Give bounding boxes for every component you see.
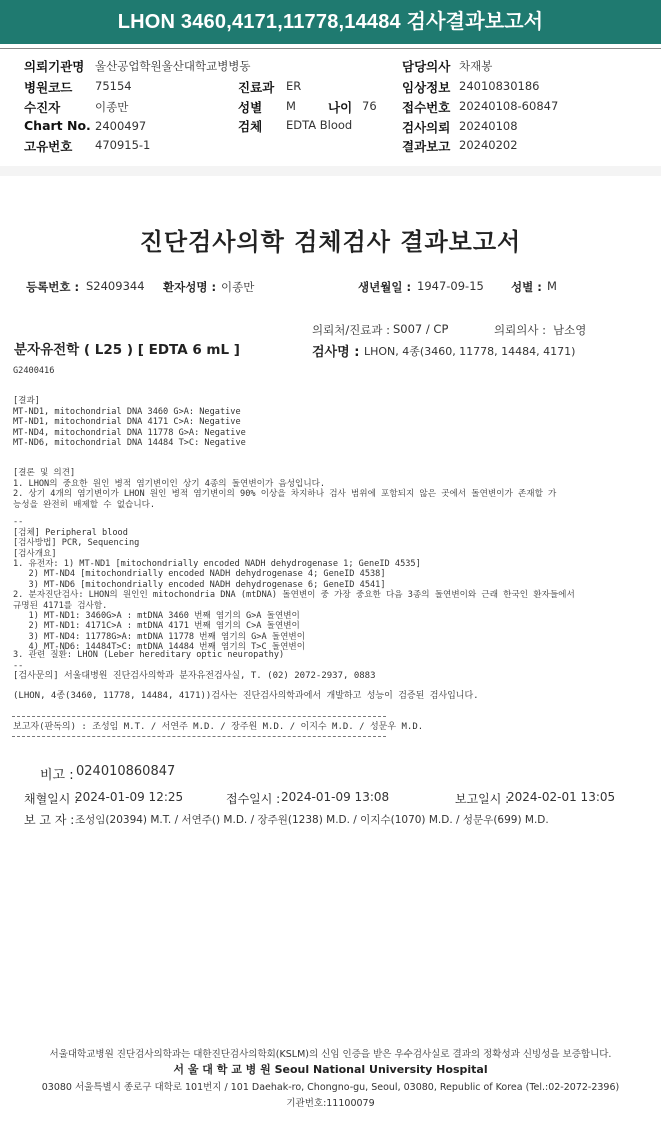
detail-line: 3) MT-ND6 [mitochondrially encoded NADH dehydrogenase 6; GeneID 4541] [13,579,386,590]
detail-line: 1) MT-ND1: 3460G>A : mtDNA 3460 번째 염기의 G>A 돌연변이 [13,611,300,622]
specimen-code: G2400416 [13,366,55,376]
remark-value: 024010860847 [76,764,176,779]
request-date-value: 20240108 [459,119,518,133]
report-value: 2024-02-01 13:05 [507,790,616,804]
doctor-label: 담당의사 [402,59,451,74]
hospital-code-label: 병원코드 [24,80,73,95]
detail-line: 2) MT-ND4 [mitochondrially encoded NADH dehydrogenase 4; GeneID 4538] [13,569,386,580]
hospital-code-value: 75154 [95,79,132,93]
patient-name-label: 환자성명 : [163,280,217,294]
result-line: MT-ND4, mitochondrial DNA 11778 G>A: Negative [13,427,246,438]
req-doctor-label: 의뢰의사 : [494,323,546,337]
hospital-address: 03080 서울특별시 종로구 대학로 101번지 / 101 Daehak-ro, Chongno-gu, Seoul, 03080, Republic of Korea (Tel.:02-2072-2396) [41,1082,620,1093]
doctor-value: 차재봉 [459,59,493,73]
disease-line: 3. 관련 질환: LHON (Leber hereditary optic neuropathy) [13,650,285,660]
exam-value: LHON, 4종(3460, 11778, 14484, 4171) [364,345,576,358]
details-dash: -- [13,517,24,528]
reg-no-label: 등록번호 : [26,280,80,294]
age-label: 나이 [328,100,353,115]
result-line: MT-ND6, mitochondrial DNA 14484 T>C: Negative [13,438,246,449]
validated-line: (LHON, 4종(3460, 11778, 14484, 4171))검사는 진단검사의학과에서 개발하고 성능이 검증된 검사입니다. [13,691,479,701]
divider-bottom [12,736,386,737]
specimen-value: EDTA Blood [286,118,353,132]
detail-line: 2. 분자진단검사: LHON의 원인인 mitochondria DNA (mtDNA) 돌연변이 중 가장 중요한 다음 3종의 돌연변이와 근래 한국인 환자들에서 [13,590,575,601]
receipt-no-label: 접수번호 [402,100,451,115]
detail-line: 1. 유전자: 1) MT-ND1 [mitochondrially encoded NADH dehydrogenase 1; GeneID 4535] [13,559,421,570]
detail-line: 2) MT-ND1: 4171C>A : mtDNA 4171 번째 염기의 C>A 돌연변이 [13,621,300,632]
detail-line: 4) MT-ND6: 14484T>C: mtDNA 14484 번째 염기의 T>C 돌연변이 [13,642,306,653]
unique-no-label: 고유번호 [24,139,73,154]
detail-line: [검사방법] PCR, Sequencing [13,538,140,549]
collect-value: 2024-01-09 12:25 [75,790,184,804]
receive-label: 접수일시 : [226,792,281,806]
reg-no-value: S2409344 [86,279,145,293]
opinion-heading: [결론 및 의견] [13,468,76,479]
report-label: 보고일시 : [455,792,510,806]
result-line: MT-ND1, mitochondrial DNA 3460 G>A: Negative [13,406,241,417]
detail-line: 3) MT-ND4: 11778G>A: mtDNA 11778 번째 염기의 G>A 돌연변이 [13,631,306,642]
dob-label: 생년월일 : [358,280,412,294]
unique-no-value: 470915-1 [95,138,151,152]
hospital-name: 서 울 대 학 교 병 원 Seoul National University Hospital [173,1063,488,1076]
reporter-label: 보 고 자 : [24,813,75,827]
req-doctor-value: 남소영 [553,323,587,337]
institution-value: 울산공업학원울산대학교병병동 [95,59,251,73]
dob-value: 1947-09-15 [417,279,484,293]
age-value: 76 [362,99,377,113]
department-value: ER [286,79,302,93]
sex-label-doc: 성별 : [511,280,542,294]
clinical-info-value: 24010830186 [459,79,540,93]
report-date-label: 결과보고 [402,139,451,154]
remark-label: 비고 : [40,768,74,783]
contact-line: [검사문의] 서울대병원 진단검사의학과 분자유전검사실, T. (02) 2072-2937, 0883 [13,671,376,681]
details-block [13,507,575,663]
report-banner-title: LHON 3460,4171,11778,14484 검사결과보고서 [0,0,661,44]
sex-label: 성별 [238,100,263,115]
result-line: MT-ND1, mitochondrial DNA 4171 C>A: Negative [13,417,241,428]
detail-line: [검사개요] [13,548,57,559]
clinical-info-label: 임상정보 [402,80,451,95]
details-dash-2: -- [13,661,24,671]
reporters-line: 보고자(판독의) : 조성임 M.T. / 서연주 M.D. / 장주원 M.D. / 이지수 M.D. / 성문우 M.D. [13,722,424,732]
institution-label: 의뢰기관명 [24,59,85,74]
requester-value: S007 / CP [393,322,449,336]
requester-label: 의뢰처/진료과 : [312,323,391,337]
opinion-line: 1. LHON의 중요한 원인 병적 염기변이인 상기 4종의 돌연변이가 음성입니다. [13,478,326,489]
receipt-no-value: 20240108-60847 [459,99,559,113]
opinion-line: 능성을 완전히 배제할 수 없습니다. [13,499,156,510]
collect-label: 채혈일시 : [24,792,79,806]
specimen-label: 검체 [238,119,263,134]
sex-value: M [286,99,296,113]
organization-number: 기관번호:11100079 [286,1098,375,1109]
section-separator [0,166,661,176]
detail-line: 규명된 4171를 검사함. [13,600,108,611]
divider-top [12,716,386,717]
collector-value: 이종만 [95,100,129,114]
patient-name-value: 이종만 [221,280,255,294]
results-block [13,386,246,459]
chart-no-value: 2400497 [95,119,147,133]
reporter-value: 조성임(20394) M.T. / 서연주() M.D. / 장주원(1238) M.D. / 이지수(1070) M.D. / 성문우(699) M.D. [75,814,549,826]
sex-value-doc: M [547,279,557,293]
department-label: 진료과 [238,80,275,95]
request-date-label: 검사의뢰 [402,120,451,135]
exam-label: 검사명 : [312,345,360,360]
collector-label: 수진자 [24,100,61,115]
detail-line: [검체] Peripheral blood [13,527,128,538]
header-info-box [0,48,661,167]
certification-text: 서울대학교병원 진단검사의학과는 대한진단검사의학회(KSLM)의 신임 인증을 받은 우수검사실로 결과의 정확성과 신빙성을 보증합니다. [49,1049,612,1060]
opinion-line: 2. 상기 4개의 염기변이가 LHON 원인 병적 염기변이의 90% 이상을 차지하나 검사 범위에 포함되지 않은 곳에서 돌연변이가 존재할 가 [13,489,557,500]
report-date-value: 20240202 [459,138,518,152]
document-title: 진단검사의학 검체검사 결과보고서 [139,228,522,256]
section-title: 분자유전학 ( L25 ) [ EDTA 6 mL ] [14,342,240,358]
receive-value: 2024-01-09 13:08 [281,790,390,804]
chart-no-label: Chart No. [24,118,91,133]
results-heading: [결과] [13,396,40,407]
